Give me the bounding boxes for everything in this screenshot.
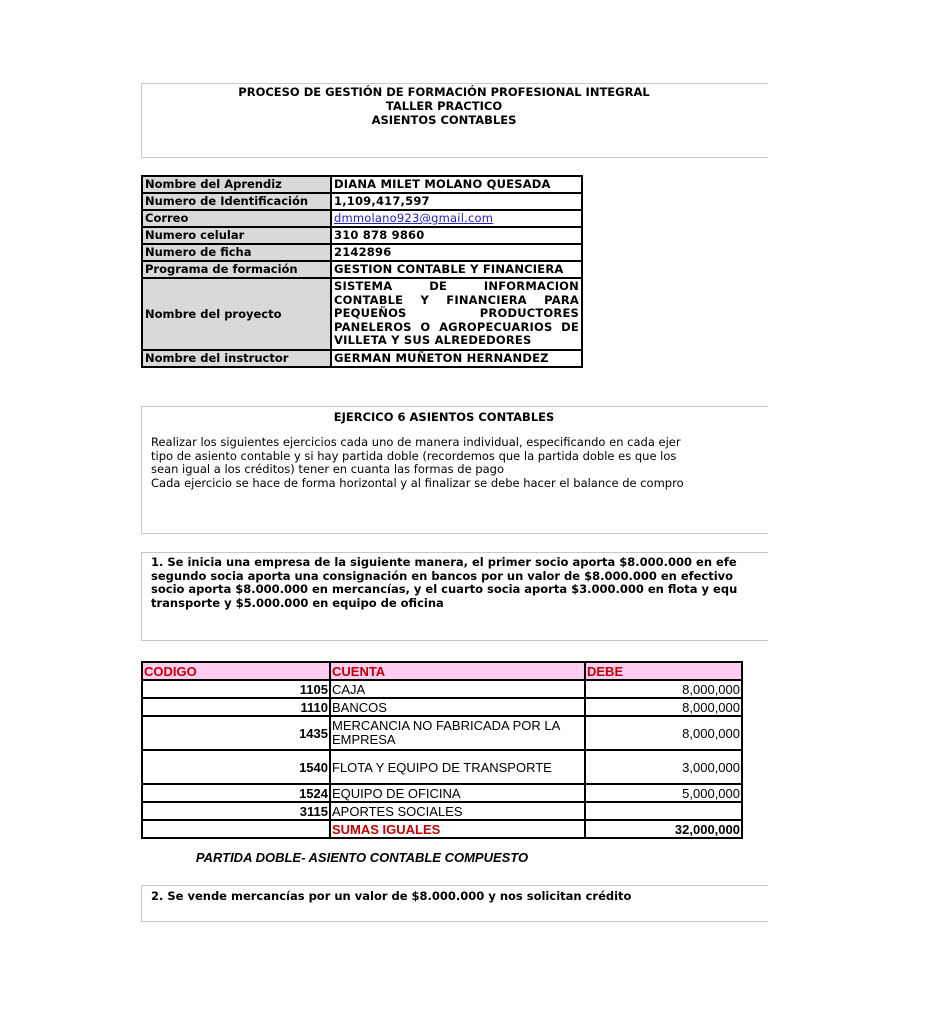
account-name: APORTES SOCIALES: [330, 802, 585, 820]
info-label: Programa de formación: [142, 261, 331, 278]
table-row: [142, 698, 742, 716]
instruction-line: Realizar los siguientes ejercicios cada uno de manera individual, especificando en cada ejer: [151, 435, 681, 449]
info-row-email: [142, 210, 582, 227]
info-row-id: [142, 193, 582, 210]
col-header-cuenta: CUENTA: [330, 662, 585, 680]
info-label: Nombre del proyecto: [142, 278, 331, 350]
sum-row: [142, 820, 742, 838]
info-value: GERMAN MUÑETON HERNANDEZ: [331, 350, 582, 367]
info-value: DIANA MILET MOLANO QUESADA: [331, 176, 582, 193]
info-value: 2142896: [331, 244, 582, 261]
account-name: FLOTA Y EQUIPO DE TRANSPORTE: [330, 750, 585, 784]
email-link[interactable]: dmmolano923@gmail.com: [334, 211, 494, 225]
info-value-cell: [331, 210, 582, 227]
info-row-instructor: [142, 350, 582, 367]
debit-amount: 8,000,000: [585, 680, 742, 698]
col-header-debe: DEBE: [585, 662, 742, 680]
header-line-title: ASIENTOS CONTABLES: [371, 113, 517, 127]
exercise-1-statement: [151, 556, 951, 610]
instruction-line: Cada ejercicio se hace de forma horizontal y al finalizar se debe hacer el balance de compro: [151, 475, 684, 490]
debit-amount: [585, 802, 742, 820]
info-label: Correo: [142, 210, 331, 227]
account-name: EQUIPO DE OFICINA: [330, 784, 585, 802]
account-code: 1435: [142, 716, 330, 750]
table-row: [142, 784, 742, 802]
account-name: CAJA: [330, 680, 585, 698]
exercise-2-statement: 2. Se vende mercancías por un valor de $8.000.000 y nos solicitan crédito: [151, 889, 632, 903]
info-value: 310 878 9860: [331, 227, 582, 244]
info-row-phone: [142, 227, 582, 244]
info-value: 1,109,417,597: [331, 193, 582, 210]
header-line-process: PROCESO DE GESTIÓN DE FORMACIÓN PROFESIONAL INTEGRAL: [238, 85, 650, 99]
student-info-table: [141, 175, 583, 368]
info-value: SISTEMA DE INFORMACION CONTABLE Y FINANCIERA PARA PEQUEÑOS PRODUCTORES PANELEROS O AGROPECUARIOS DE VILLETA Y SUS ALREDEDORES: [331, 278, 582, 350]
instruction-line: tipo de asiento contable y si hay partida doble (recordemos que la partida doble es que los: [151, 448, 677, 463]
info-row-name: [142, 176, 582, 193]
account-name: MERCANCIA NO FABRICADA POR LA EMPRESA: [330, 716, 585, 750]
statement-line: 1. Se inicia una empresa de la siguiente manera, el primer socio aporta $8.000.000 en efe: [151, 555, 737, 569]
table-row: [142, 802, 742, 820]
exercise-title: EJERCICO 6 ASIENTOS CONTABLES: [333, 410, 555, 424]
exercise-1-box: [141, 552, 768, 641]
debit-amount: 5,000,000: [585, 784, 742, 802]
exercise-instructions-box: [141, 406, 768, 534]
account-code: 1105: [142, 680, 330, 698]
instruction-line: sean igual a los créditos) tener en cuanta las formas de pago: [151, 462, 504, 476]
exercise-2-box: [141, 885, 768, 922]
account-code: 1524: [142, 784, 330, 802]
table-row: [142, 750, 742, 784]
journal-entry-table: [141, 661, 743, 839]
debit-amount: 8,000,000: [585, 698, 742, 716]
journal-entry-clip: [141, 661, 740, 839]
info-label: Nombre del Aprendiz: [142, 176, 331, 193]
info-label: Numero de Identificación: [142, 193, 331, 210]
sum-value: 32,000,000: [585, 820, 742, 838]
sum-label: SUMAS IGUALES: [330, 820, 585, 838]
info-value: GESTION CONTABLE Y FINANCIERA: [331, 261, 582, 278]
statement-line: segundo socia aporta una consignación en bancos por un valor de $8.000.000 en efectivo: [151, 568, 734, 583]
entry-caption: PARTIDA DOBLE- ASIENTO CONTABLE COMPUESTO: [195, 850, 529, 865]
table-row: [142, 680, 742, 698]
journal-header-row: [142, 662, 742, 680]
info-label: Numero de ficha: [142, 244, 331, 261]
table-row: [142, 716, 742, 750]
account-name: BANCOS: [330, 698, 585, 716]
exercise-instructions: [151, 436, 951, 490]
info-label: Nombre del instructor: [142, 350, 331, 367]
account-code: 1110: [142, 698, 330, 716]
account-code: 1540: [142, 750, 330, 784]
debit-amount: 3,000,000: [585, 750, 742, 784]
account-code: 3115: [142, 802, 330, 820]
info-row-ficha: [142, 244, 582, 261]
debit-amount: 8,000,000: [585, 716, 742, 750]
col-header-codigo: CODIGO: [142, 662, 330, 680]
document-header: [141, 83, 768, 158]
statement-line: transporte y $5.000.000 en equipo de oficina: [151, 595, 444, 610]
header-line-workshop: TALLER PRACTICO: [385, 99, 503, 113]
info-row-project: [142, 278, 582, 350]
info-row-program: [142, 261, 582, 278]
sum-empty-cell: [142, 820, 330, 838]
info-label: Numero celular: [142, 227, 331, 244]
statement-line: socio aporta $8.000.000 en mercancías, y el cuarto socia aporta $3.000.000 en flota y equ: [151, 582, 738, 596]
